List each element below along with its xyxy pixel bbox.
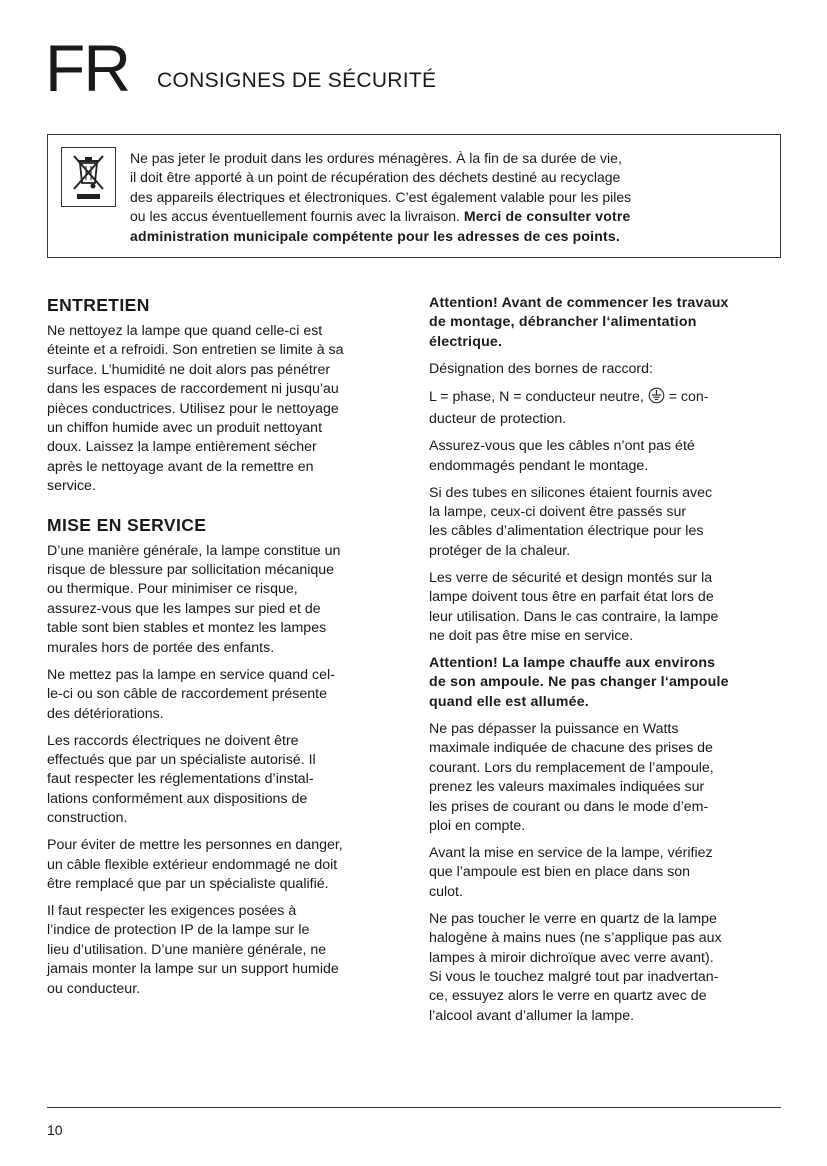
paragraph: Pour éviter de mettre les personnes en danger, un câble flexible extérieur endommagé ne doit être remplacé que par un spécialiste qualifié. bbox=[47, 837, 343, 892]
paragraph: Ne pas toucher le verre en quartz de la lampe halogène à mains nues (ne s’applique pas aux lampes à miroir dichroïque avec verre avant). Si vous le touchez malgré tout par inadvertan- ce, essuyez alors le verre en quartz avec de l’alcool avant d’allumer la lampe. bbox=[429, 910, 722, 1024]
footer-divider bbox=[47, 1107, 781, 1108]
paragraph: Les raccords électriques ne doivent être effectués que par un spécialiste autorisé. Il faut respecter les réglementations d’instal- lations conformément aux dispositions de construction. bbox=[47, 732, 316, 827]
warning-paragraph: Attention! Avant de commencer les travaux de montage, débrancher l‘alimentation électrique. bbox=[429, 295, 729, 350]
notice-line: ou les accus éventuellement fournis avec la livraison. bbox=[130, 208, 460, 225]
paragraph: Il faut respecter les exigences posées à l’indice de protection IP de la lampe sur le lieu d’utilisation. D’une manière générale, ne jamais monter la lampe sur un support humide ou conducteur. bbox=[47, 902, 339, 997]
disposal-notice-box bbox=[47, 134, 781, 258]
paragraph: Assurez-vous que les câbles n’ont pas été endommagés pendant le montage. bbox=[429, 438, 695, 474]
protective-earth-icon bbox=[648, 387, 665, 410]
page-title: CONSIGNES DE SÉCURITÉ bbox=[157, 69, 437, 92]
crossed-out-wheelie-bin-icon bbox=[61, 147, 116, 207]
notice-line: Ne pas jeter le produit dans les ordures ménagères. À la fin de sa durée de vie, bbox=[130, 150, 622, 166]
section-heading-mise-en-service: MISE EN SERVICE bbox=[47, 514, 207, 535]
disposal-notice-text bbox=[130, 149, 750, 246]
notice-line: des appareils électriques et électroniques. C’est également valable pour les piles bbox=[130, 188, 632, 205]
notice-bold-line: administration municipale compétente pour les adresses de ces points. bbox=[130, 227, 620, 244]
paragraph: Avant la mise en service de la lampe, vérifiez que l’ampoule est bien en place dans son culot. bbox=[429, 844, 713, 900]
left-column bbox=[47, 294, 403, 1007]
language-code: FR bbox=[45, 31, 129, 105]
paragraph: Ne nettoyez la lampe que quand celle-ci est éteinte et a refroidi. Son entretien se limite à sa surface. L’humidité ne doit alors pas pénétrer dans les espaces de raccordement ni jusqu’au pièces conductrices. Utilisez pour le nettoyage un chiffon humide avec un produit nettoyant doux. Laissez la lampe entièrement sécher après le nettoyage avant de la remettre en service. bbox=[47, 323, 344, 495]
right-column bbox=[429, 294, 783, 1034]
section-heading-entretien: ENTRETIEN bbox=[47, 295, 150, 315]
page-number: 10 bbox=[47, 1122, 63, 1138]
warning-paragraph: Attention! La lampe chauffe aux environs de son ampoule. Ne pas changer l‘ampoule quand elle est allumée. bbox=[429, 655, 729, 710]
paragraph: Les verre de sécurité et design montés sur la lampe doivent tous être en parfait état lors de leur utilisation. Dans le cas contraire, la lampe ne doit pas être mise en service. bbox=[429, 569, 719, 645]
paragraph: Si des tubes en silicones étaient fournis avec la lampe, ceux-ci doivent être passés sur les câbles d’alimentation électrique pour les protéger de la chaleur. bbox=[429, 484, 713, 559]
notice-bold-line: Merci de consulter votre bbox=[463, 208, 631, 225]
paragraph: D’une manière générale, la lampe constitue un risque de blessure par sollicitation mécanique ou thermique. Pour minimiser ce risque, assurez-vous que les lampes sur pied et de table sont bien stables et montez les lampes murales hors de portée des enfants. bbox=[47, 542, 341, 656]
paragraph: Ne pas dépasser la puissance en Watts maximale indiquée de chacune des prises de courant. Lors du remplacement de l’ampoule, prenez les valeurs maximales indiquées sur les prises de courant ou dans le mode d’em- ploi en compte. bbox=[429, 720, 714, 834]
notice-line: il doit être apporté à un point de récupération des déchets destiné au recyclage bbox=[130, 169, 621, 186]
paragraph: L = phase, N = conducteur neutre, = con- ducteur de protection. bbox=[429, 388, 709, 428]
paragraph: Désignation des bornes de raccord: bbox=[429, 360, 653, 377]
paragraph: Ne mettez pas la lampe en service quand cel- le-ci ou son câble de raccordement présente des détériorations. bbox=[47, 666, 335, 722]
